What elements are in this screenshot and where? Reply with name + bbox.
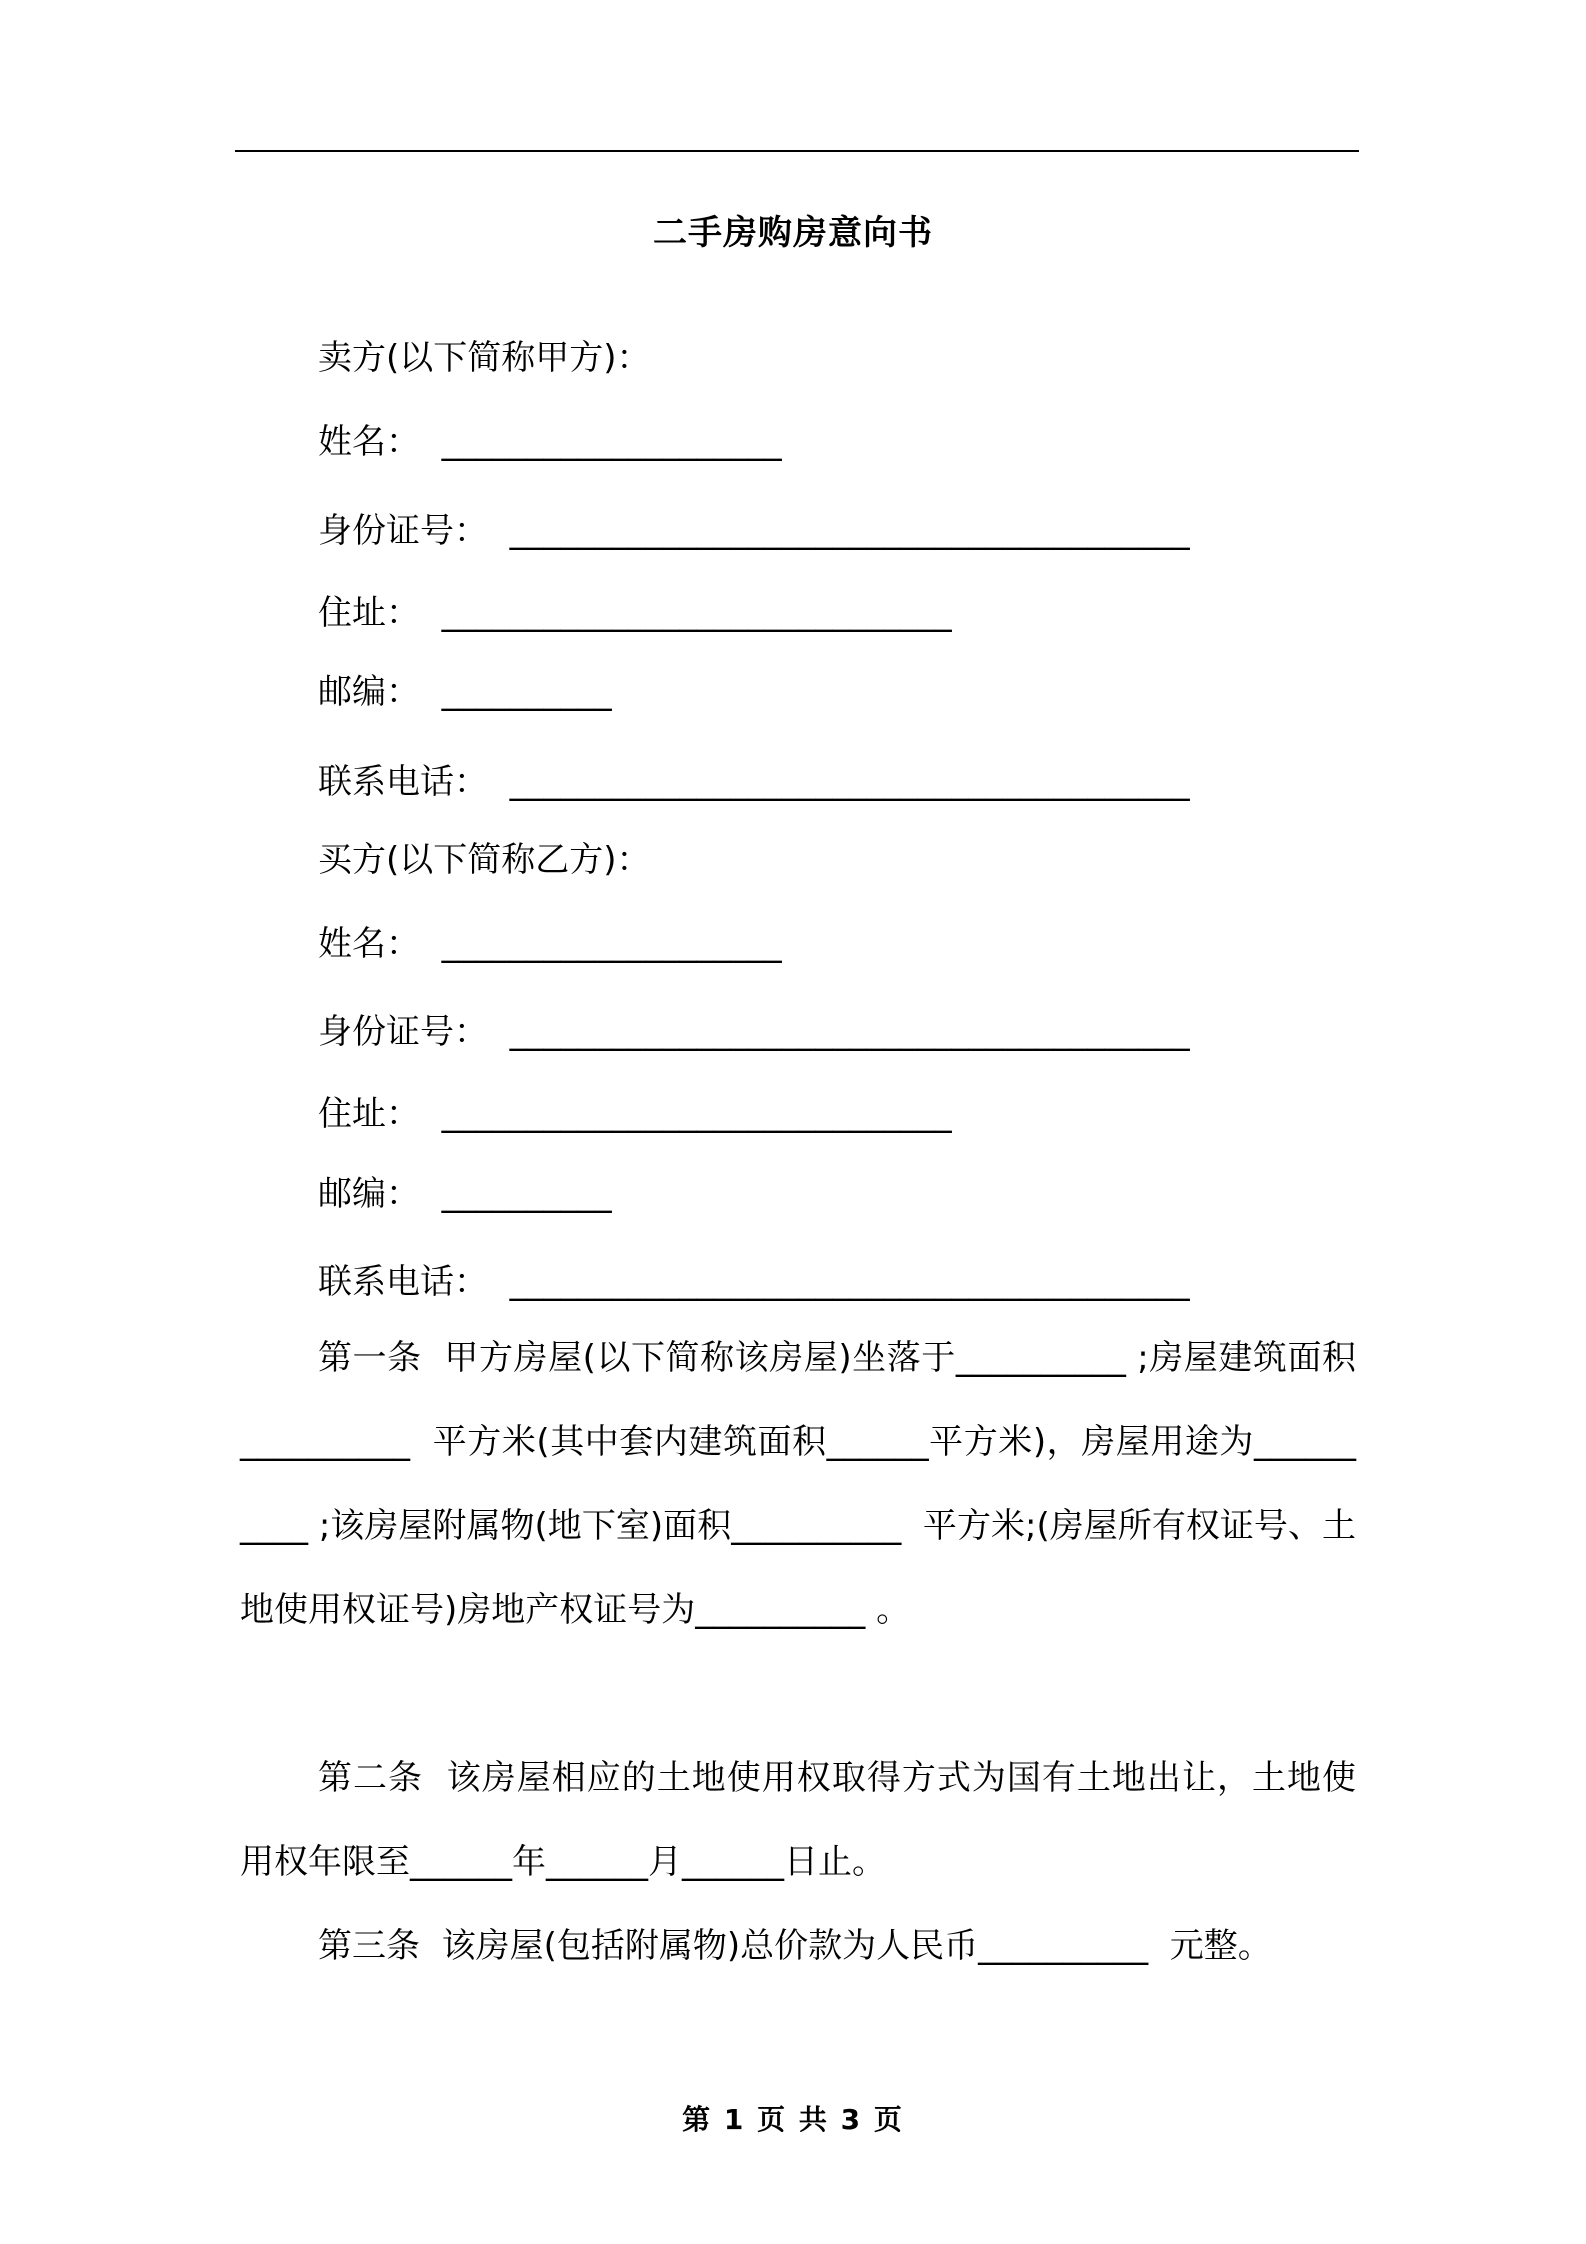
seller-phone-field: 联系电话： ________________________________________ (318, 762, 1190, 802)
buyer-heading: 买方(以下简称乙方)： (318, 840, 651, 880)
document-title: 二手房购房意向书 (653, 213, 933, 253)
article-1: 第一条 甲方房屋(以下简称该房屋)坐落于__________ ;房屋建筑面积__________ 平方米(其中套内建筑面积______平方米)，房屋用途为__________ ;该房屋附属物(地下室)面积__________ 平方米;(房屋所有权证号、土地使用权证号)房地产权证号为__________ 。 (240, 1338, 1356, 1630)
seller-address-field: 住址： ______________________________ (318, 593, 952, 633)
seller-heading: 卖方(以下简称甲方)： (318, 338, 651, 378)
page-footer: 第 1 页 共 3 页 (682, 2103, 904, 2136)
buyer-name-field: 姓名： ____________________ (318, 924, 782, 964)
seller-postcode-field: 邮编： __________ (318, 672, 612, 712)
article-3: 第三条 该房屋(包括附属物)总价款为人民币__________ 元整。 (318, 1926, 1272, 1966)
buyer-address-field: 住址： ______________________________ (318, 1094, 952, 1134)
seller-id-field: 身份证号： ________________________________________ (318, 511, 1190, 551)
header-rule (235, 150, 1359, 152)
buyer-phone-field: 联系电话： ________________________________________ (318, 1262, 1190, 1302)
article-2: 第二条 该房屋相应的土地使用权取得方式为国有土地出让，土地使用权年限至______年______月______日止。 (240, 1758, 1356, 1882)
buyer-id-field: 身份证号： ________________________________________ (318, 1012, 1190, 1052)
buyer-postcode-field: 邮编： __________ (318, 1174, 612, 1214)
seller-name-field: 姓名： ____________________ (318, 422, 782, 462)
